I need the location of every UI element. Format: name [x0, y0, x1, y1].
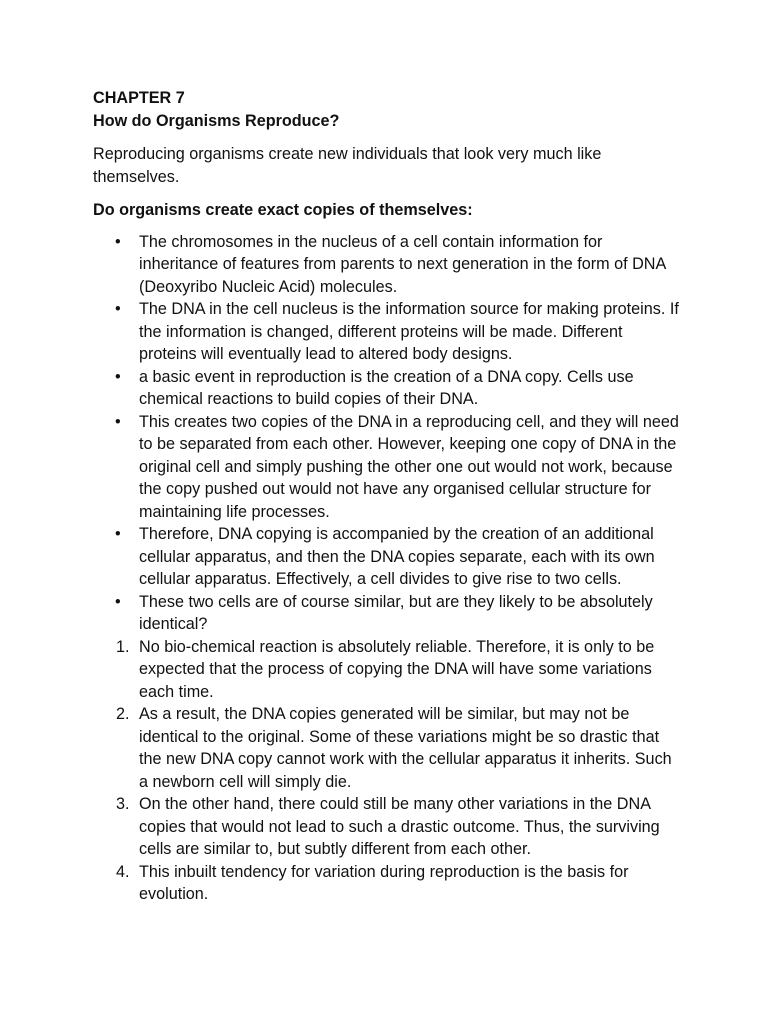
bullet-icon: •: [115, 232, 121, 251]
numbered-item: [93, 793, 683, 861]
numbered-item-text: No bio-chemical reaction is absolutely reliable. Therefore, it is only to be expected that the process of copying the DNA will have some variations each time.: [139, 637, 655, 701]
bullet-icon: •: [115, 300, 121, 318]
bullet-icon: •: [115, 412, 121, 431]
list-item: [93, 523, 683, 591]
chapter-heading: CHAPTER 7: [93, 89, 185, 107]
list-item: [93, 411, 683, 524]
numbered-list: [93, 636, 683, 906]
numbered-item: [93, 861, 683, 906]
bullet-list: [93, 231, 683, 636]
list-item-text: This creates two copies of the DNA in a reproducing cell, and they will need to be separated from each other. However, keeping one copy of DNA in the original cell and simply pushing the other one out would not work, because the copy pushed out would not have any organised cellular structure for maintaining life processes.: [139, 412, 679, 521]
item-number: 2.: [116, 705, 130, 723]
list-item-text: The DNA in the cell nucleus is the information source for making proteins. If the information is changed, different proteins will be made. Different proteins will eventually lead to altered body designs.: [139, 300, 679, 363]
page-title: How do Organisms Reproduce?: [93, 111, 340, 130]
list-item-text: The chromosomes in the nucleus of a cell contain information for inheritance of features from parents to next generation in the form of DNA (Deoxyribo Nucleic Acid) molecules.: [139, 232, 666, 296]
numbered-item-text: On the other hand, there could still be many other variations in the DNA copies that would not lead to such a drastic outcome. Thus, the surviving cells are similar to, but subtly different from each other.: [139, 795, 660, 858]
item-number: 1.: [116, 637, 130, 656]
list-item-text: Therefore, DNA copying is accompanied by the creation of an additional cellular apparatus, and then the DNA copies separate, each with its own cellular apparatus. Effectively, a cell divides to give rise to two cells.: [139, 525, 655, 588]
list-item-text: a basic event in reproduction is the creation of a DNA copy. Cells use chemical reactions to build copies of their DNA.: [139, 367, 634, 408]
section-question: Do organisms create exact copies of themselves:: [93, 201, 473, 219]
numbered-item: [93, 703, 683, 793]
numbered-item-text: This inbuilt tendency for variation during reproduction is the basis for evolution.: [139, 862, 629, 903]
list-item: [93, 591, 683, 636]
bullet-icon: •: [115, 367, 121, 386]
list-item-text: These two cells are of course similar, but are they likely to be absolutely identical?: [139, 592, 653, 633]
item-number: 3.: [116, 795, 130, 813]
bullet-icon: •: [115, 592, 121, 611]
list-item: [93, 231, 683, 299]
numbered-item-text: As a result, the DNA copies generated will be similar, but may not be identical to the original. Some of these variations might be so drastic that the new DNA copy cannot work with the cellular apparatus it inherits. Such a newborn cell will simply die.: [139, 705, 672, 791]
numbered-item: [93, 636, 683, 704]
intro-paragraph: Reproducing organisms create new individuals that look very much like themselves.: [93, 145, 602, 186]
bullet-icon: •: [115, 525, 121, 543]
list-item: [93, 366, 683, 411]
document-page: [93, 87, 683, 906]
list-item: [93, 298, 683, 366]
item-number: 4.: [116, 862, 130, 881]
